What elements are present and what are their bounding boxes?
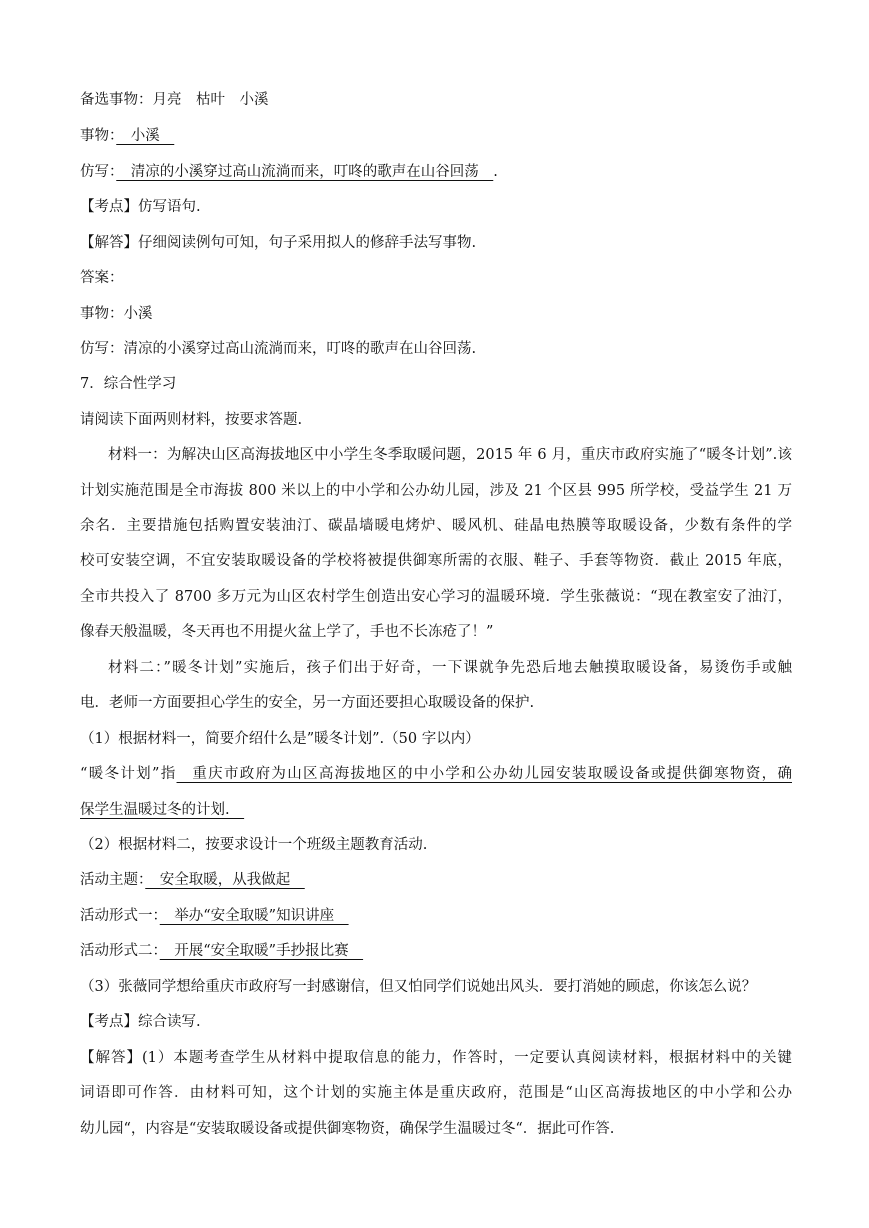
- question-3: （3）张薇同学想给重庆市政府写一封感谢信，但又怕同学们说她出风头．要打消她的顾虑，你该怎么说？: [80, 979, 757, 995]
- question-2: （2）根据材料二，按要求设计一个班级主题教育活动.: [80, 837, 428, 853]
- answer-1-line: [80, 800, 792, 820]
- jieda-line-2: 【解答】(1）本题考查学生从材料中提取信息的能力，作答时，一定要认真阅读材料，根据材料中的关键: [80, 1050, 792, 1066]
- kaodian-line-2: 【考点】综合读写.: [80, 1014, 201, 1030]
- imitation-end: .: [493, 164, 498, 180]
- answer-imitation: 仿写：清凉的小溪穿过高山流淌而来，叮咚的歌声在山谷回荡.: [80, 341, 477, 357]
- activity-form-two-label: 活动形式二：: [80, 943, 160, 959]
- thing-answer: 小溪: [116, 128, 175, 144]
- activity-theme-line: [80, 870, 792, 890]
- jieda-line: 【解答】仔细阅读例句可知，句子采用拟人的修辞手法写事物.: [80, 235, 477, 251]
- jieda-line-2: 词语即可作答．由材料可知，这个计划的实施主体是重庆政府，范围是“山区高海拔地区的中小学和公办: [80, 1085, 792, 1101]
- activity-form-one-label: 活动形式一：: [80, 908, 160, 924]
- kaodian-line: 【考点】仿写语句.: [80, 199, 201, 215]
- activity-form-one-answer: 举办“安全取暖”知识讲座: [159, 908, 349, 924]
- material-one-line: 计划实施范围是全市海拔 800 米以上的中小学和公办幼儿园，涉及 21 个区县 995 所学校，受益学生 21 万: [80, 483, 792, 499]
- material-one-line: 全市共投入了 8700 多万元为山区农村学生创造出安心学习的温暖环境．学生张薇说：“现在教室安了油汀，: [80, 589, 792, 605]
- instruction-line: 请阅读下面两则材料，按要求答题.: [80, 412, 303, 428]
- imitation-line: [80, 162, 792, 182]
- options-line: 备选事物：月亮 枯叶 小溪: [80, 92, 269, 108]
- activity-theme-answer: 安全取暖，从我做起: [145, 872, 305, 888]
- activity-form-two-line: [80, 941, 792, 961]
- material-one-line: 余名．主要措施包括购置安装油汀、碳晶墙暖电烤炉、暖风机、硅晶电热膜等取暖设备，少数有条件的学: [80, 518, 792, 534]
- activity-form-two-answer: 开展“安全取暖”手抄报比赛: [159, 943, 364, 959]
- answer-1-label: “暖冬计划”指: [80, 766, 177, 782]
- imitation-answer: 清凉的小溪穿过高山流淌而来，叮咚的歌声在山谷回荡: [116, 164, 494, 180]
- material-two-line: 材料二：”暖冬计划”实施后，孩子们出于好奇，一下课就争先恐后地去触摸取暖设备，易烫伤手或触: [108, 660, 792, 676]
- answer-1-text: 重庆市政府为山区高海拔地区的中小学和公办幼儿园安装取暖设备或提供御寒物资，确: [176, 766, 792, 782]
- material-one-line: 材料一：为解决山区高海拔地区中小学生冬季取暖问题，2015 年 6 月，重庆市政府实施了“暖冬计划”.该: [108, 447, 792, 463]
- thing-line: [80, 126, 792, 146]
- jieda-line-2: 幼儿园“，内容是“安装取暖设备或提供御寒物资，确保学生温暖过冬“．据此可作答.: [80, 1121, 615, 1137]
- material-two-line: 电．老师一方面要担心学生的安全，另一方面还要担心取暖设备的保护.: [80, 695, 535, 711]
- question-1: （1）根据材料一，简要介绍什么是”暖冬计划”.（50 字以内）: [80, 731, 480, 747]
- activity-form-one-line: [80, 906, 792, 926]
- material-one-line: 像春天般温暖，冬天再也不用提火盆上学了，手也不长冻疮了！”: [80, 624, 494, 640]
- answer-heading: 答案：: [80, 270, 124, 286]
- imitation-label: 仿写：: [80, 164, 117, 180]
- answer-1-line: [80, 764, 792, 784]
- material-one-line: 校可安装空调，不宜安装取暖设备的学校将被提供御寒所需的衣服、鞋子、手套等物资．截止 2015 年底，: [80, 553, 792, 569]
- question-7-title: 7．综合性学习: [80, 376, 177, 392]
- thing-label: 事物：: [80, 128, 117, 144]
- answer-thing: 事物：小溪: [80, 306, 153, 322]
- answer-1-text: 保学生温暖过冬的计划.: [80, 802, 245, 818]
- activity-theme-label: 活动主题：: [80, 872, 146, 888]
